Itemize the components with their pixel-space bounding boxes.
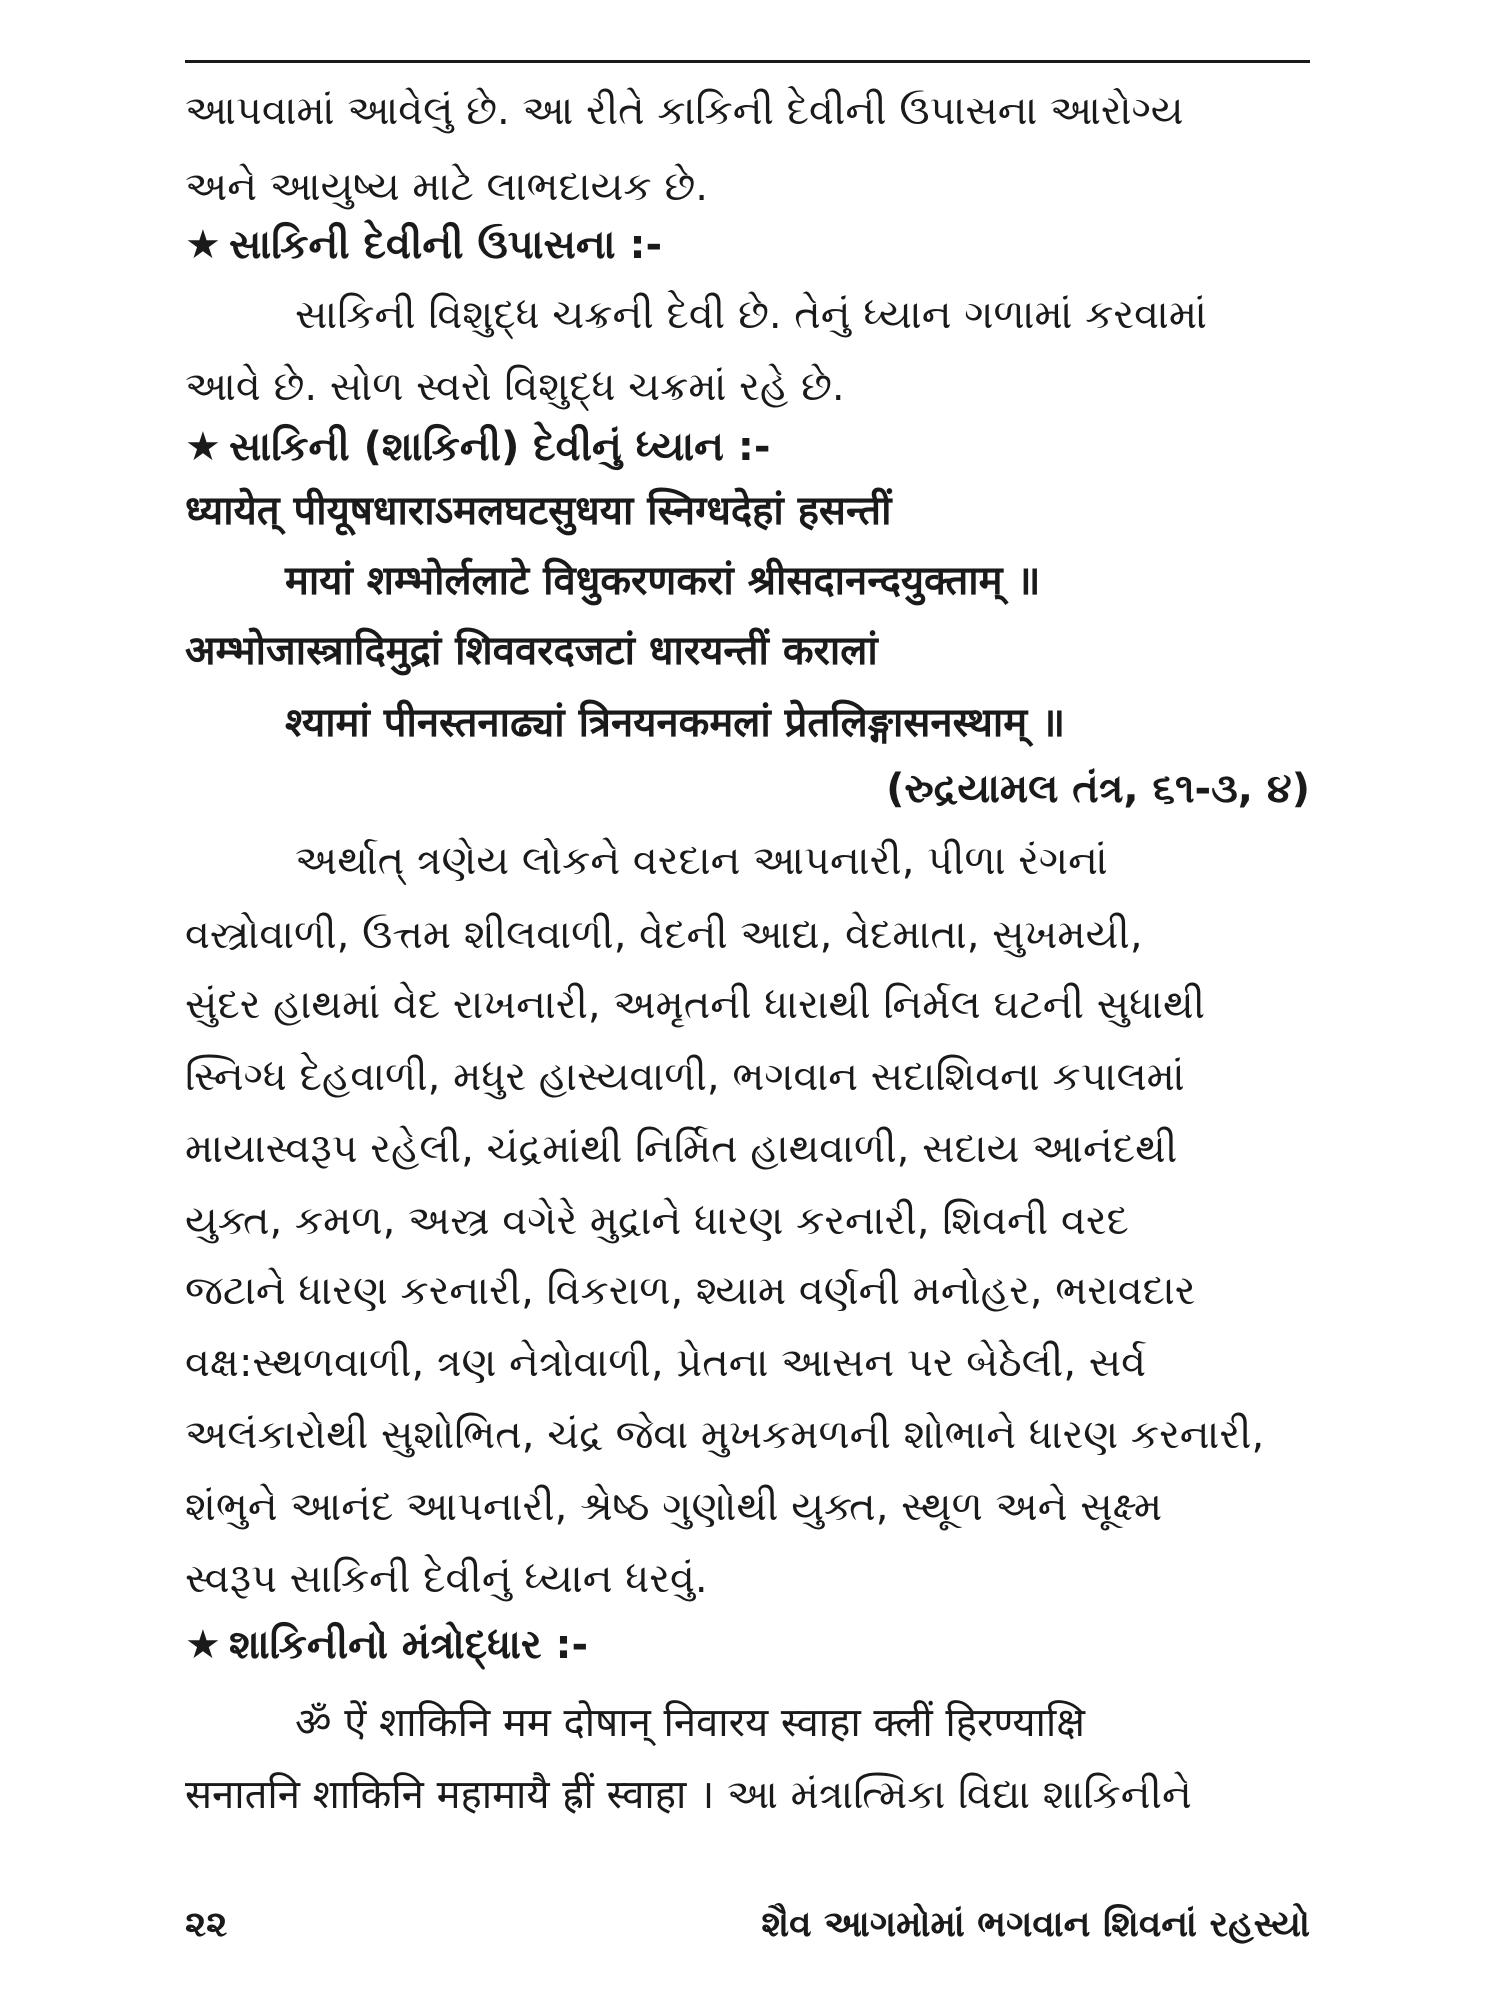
section-heading-sakini-dhyan xyxy=(185,418,770,476)
text-line: જટાને ધારણ કરનારી, વિકરાળ, શ્યામ વર્ણની મનોહર, ભરાવદાર xyxy=(185,1268,1196,1314)
page-footer xyxy=(185,1900,1310,1950)
text-line: આવે છે. સોળ સ્વરો વિશુદ્ધ ચક્રમાં રહે છે. xyxy=(185,364,845,410)
text-line: સાકિની વિશુદ્ધ ચક્રની દેવી છે. તેનું ધ્યાન ગળામાં કરવામાં xyxy=(295,292,1207,338)
text-line: માયાસ્વરૂપ રહેલી, ચંદ્રમાંથી નિર્મિત હાથવાળી, સદાય આનંદથી xyxy=(185,1126,1178,1172)
verse-citation: (રુદ્રયામલ તંત્ર, ૬૧-૩, ૪) xyxy=(886,766,1310,812)
mantra-line: ॐ ऐं शाकिनि मम दोषान् निवारय स्वाहा क्लीं हिरण्याक्षि xyxy=(295,1700,1085,1746)
running-title: શૈવ આગમોમાં ભગવાન શિવનાં રહસ્યો xyxy=(761,1904,1310,1945)
sanskrit-verse-line: ध्यायेत् पीयूषधाराऽमलघटसुधया स्निग्धदेहां हसन्तीं xyxy=(185,488,892,534)
text-line: યુક્ત, કમળ, અસ્ત્ર વગેરે મુદ્રાને ધારણ કરનારી, શિવની વરદ xyxy=(185,1198,1129,1244)
sanskrit-verse-line: अम्भोजास्त्रादिमुद्रां शिववरदजटां धारयन्तीं करालां xyxy=(185,628,878,674)
star-icon: ★ xyxy=(185,424,221,470)
section-heading-mantroddhar xyxy=(185,1616,588,1674)
text-line: અલંકારોથી સુશોભિત, ચંદ્ર જેવા મુખકમળની શોભાને ધારણ કરનારી, xyxy=(185,1412,1265,1458)
text-line: સુંદર હાથમાં વેદ રાખનારી, અમૃતની ધારાથી નિર્મલ ઘટની સુધાથી xyxy=(185,982,1206,1028)
text-line: સ્વરૂપ સાકિની દેવીનું ધ્યાન ધરવું. xyxy=(185,1556,708,1602)
text-line: અર્થાત્ ત્રણેય લોકને વરદાન આપનારી, પીળા રંગનાં xyxy=(295,838,1108,884)
star-icon: ★ xyxy=(185,222,221,268)
text-line: આપવામાં આવેલું છે. આ રીતે કાકિની દેવીની ઉપાસના આરોગ્ય xyxy=(185,88,1184,134)
text-line: વક્ષ:સ્થળવાળી, ત્રણ નેત્રોવાળી, પ્રેતના આસન પર બેઠેલી, સર્વ xyxy=(185,1340,1147,1386)
top-rule xyxy=(185,60,1310,63)
heading-text: શાકિનીનો મંત્રોદ્ધાર :- xyxy=(229,1622,589,1668)
text-line: વસ્ત્રોવાળી, ઉત્તમ શીલવાળી, વેદની આદ્ય, વેદમાતા, સુખમયી, xyxy=(185,912,1143,958)
text-line: सनातनि शाकिनि महामायै ह्रीं स्वाहा । આ મંત્રાત્મિકા વિદ્યા શાકિનીને xyxy=(185,1772,1192,1818)
star-icon: ★ xyxy=(185,1622,221,1668)
text-line: સ્નિગ્ધ દેહવાળી, મધુર હાસ્યવાળી, ભગવાન સદાશિવના કપાલમાં xyxy=(185,1054,1185,1100)
heading-text: સાકિની દેવીની ઉપાસના :- xyxy=(229,222,663,268)
sanskrit-verse-line: मायां शम्भोर्ललाटे विधुकरणकरां श्रीसदानन्दयुक्ताम् ॥ xyxy=(285,558,1041,604)
page-number: ૨૨ xyxy=(185,1904,228,1945)
section-heading-sakini-upasana xyxy=(185,216,662,274)
sanskrit-verse-line: श्यामां पीनस्तनाढ्यां त्रिनयनकमलां प्रेतलिङ्गासनस्थाम् ॥ xyxy=(285,700,1066,746)
text-line: અને આયુષ્ય માટે લાભદાયક છે. xyxy=(185,164,709,210)
book-page xyxy=(185,60,1310,1945)
heading-text: સાકિની (શાકિની) દેવીનું ધ્યાન :- xyxy=(229,424,771,470)
text-line: શંભુને આનંદ આપનારી, શ્રેષ્ઠ ગુણોથી યુક્ત, સ્થૂળ અને સૂક્ષ્મ xyxy=(185,1484,1163,1530)
